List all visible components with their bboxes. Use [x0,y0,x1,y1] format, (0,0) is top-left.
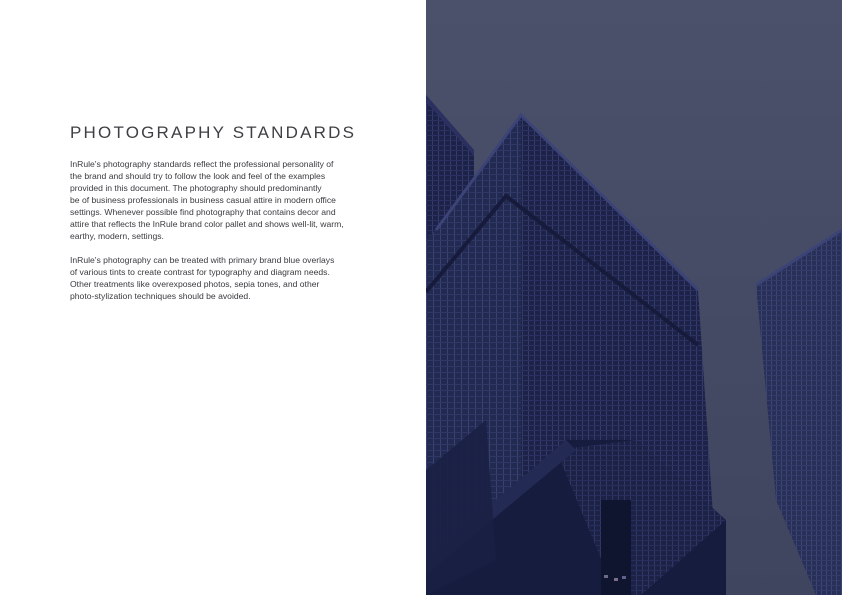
text-line: InRule's photography can be treated with primary brand blue overlays [70,255,335,265]
body-text [70,158,390,314]
paragraph-standards [70,158,390,242]
text-line: attire that reflects the InRule brand color pallet and shows well-lit, warm, [70,219,344,229]
text-line: the brand and should try to follow the look and feel of the examples [70,171,326,181]
page-title: PHOTOGRAPHY STANDARDS [70,123,357,142]
skyscraper-photo [426,0,842,595]
paragraph-treatments [70,254,390,302]
text-line: Other treatments like overexposed photos, sepia tones, and other [70,279,320,289]
text-line: of various tints to create contrast for typography and diagram needs. [70,267,330,277]
text-line: provided in this document. The photography should predominantly [70,183,322,193]
text-line: photo-stylization techniques should be avoided. [70,291,251,301]
text-line: settings. Whenever possible find photography that contains decor and [70,207,336,217]
text-line: be of business professionals in business casual attire in modern office [70,195,336,205]
text-line: earthy, modern, settings. [70,231,164,241]
text-line: InRule's photography standards reflect the professional personality of [70,159,334,169]
